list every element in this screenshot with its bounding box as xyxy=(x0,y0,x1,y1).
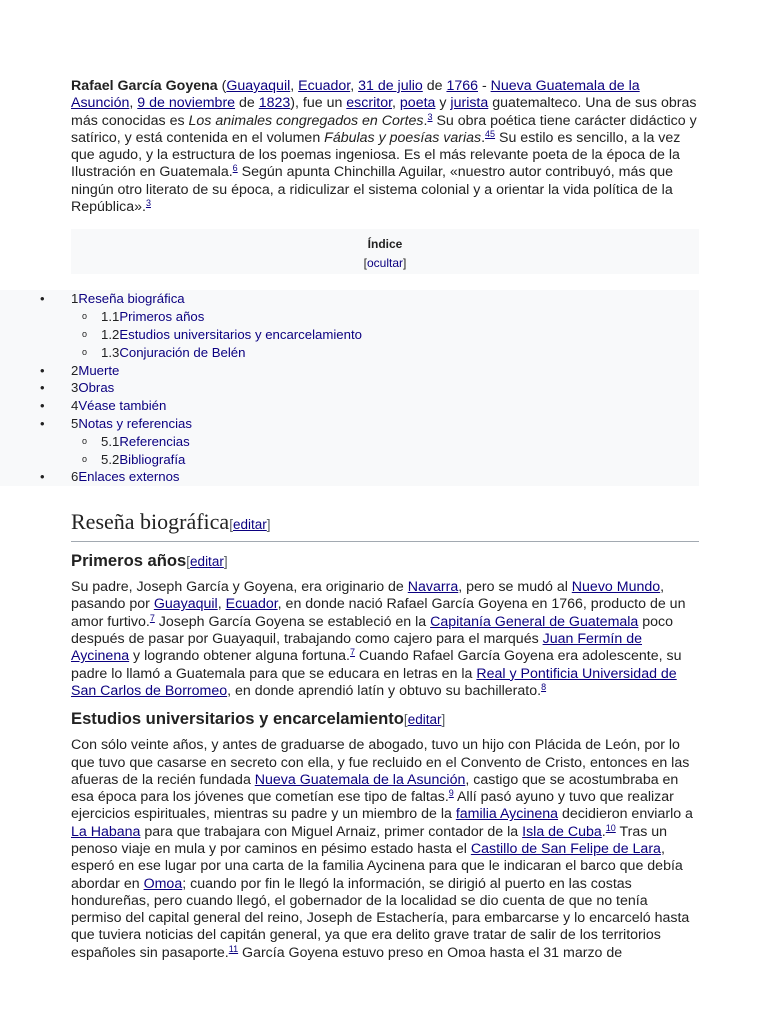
subject-name: Rafael García Goyena xyxy=(71,78,218,94)
ref-link[interactable]: 3 xyxy=(427,111,433,122)
toc-item[interactable]: o 1.2Estudios universitarios y encarcelamiento xyxy=(0,326,699,344)
link-escritor[interactable]: escritor xyxy=(346,95,393,112)
link-death-date[interactable]: 9 de noviembre xyxy=(137,95,236,112)
edit-link[interactable]: editar xyxy=(232,517,267,533)
ref-link[interactable]: 11 xyxy=(228,943,239,954)
link-guayaquil[interactable]: Guayaquil xyxy=(226,78,291,94)
link-castillo[interactable]: Castillo de San Felipe de Lara xyxy=(470,841,661,857)
estudios-paragraph: Con sólo veinte años, y antes de graduarse de abogado, tuvo un hijo con Plácida de León, por lo que tuvo que casarse en secreto con ella, y fue recluido en el Convento de Cristo, entonces en las afueras de la recién fundada Nueva Guatemala de la Asunción, castigo que se acostumbraba en esa época para los jóvenes que cometían ese tipo de faltas.$^9$ Allí pasó ayuno y tuvo que realizar ejercicios espirituales, mientras su padre y un miembro de la familia Aycinena decidieron enviarlo a La Habana para que trabajara con Miguel Arnaiz, primer contador de la Isla de Cuba.$^{10}$ Tras un penoso viaje en mula y por caminos en pésimo estado hasta el Castillo de San Felipe de Lara, esperó en ese lugar por una carta de la familia Aycinena para que le indicaran el barco que debía abordar en Omoa; cuando por fin le llegó la información, se dirigió al puerto en las costas hondureñas, pero cuando llegó, el gobernador de la localidad se dio cuenta de que no tenía permiso del capital general del reino, Joseph de Estachería, para embarcarse y lo encarceló hasta que tuviera noticias del capitán general, ya que era delito grave tratar de salir de los territorios españoles sin pasaporte.$^{11}$ García Goyena estuvo preso en Omoa hasta el 31 marzo de xyxy=(71,737,693,961)
link-navarra[interactable]: Navarra xyxy=(407,579,459,596)
ref-link[interactable]: 7 xyxy=(149,612,155,623)
toc-item[interactable]: o 1.1Primeros años xyxy=(0,308,699,326)
edit-section: [editar] xyxy=(186,554,228,570)
toc-title: Índice xyxy=(367,237,403,252)
toc-item[interactable]: o 1.3Conjuración de Belén xyxy=(0,344,699,362)
link-birth-date[interactable]: 31 de julio xyxy=(358,78,423,94)
toc-item[interactable]: • 4Véase también xyxy=(0,397,699,415)
edit-section: [editar] xyxy=(403,712,446,728)
link-la-habana[interactable]: La Habana xyxy=(71,823,141,840)
ref-link[interactable]: 8 xyxy=(541,681,547,692)
ref-link[interactable]: 7 xyxy=(349,647,355,658)
link-ecuador[interactable]: Ecuador xyxy=(225,596,278,613)
toc-list xyxy=(0,290,699,486)
toc-item[interactable]: • 6Enlaces externos xyxy=(0,468,699,486)
link-ecuador[interactable]: Ecuador xyxy=(298,78,351,94)
link-capitania[interactable]: Capitanía General de Guatemala xyxy=(430,613,639,630)
toc-item[interactable]: o 5.1Referencias xyxy=(0,433,699,451)
toc-header xyxy=(71,229,699,274)
link-juan-fermin[interactable]: Juan Fermín de Aycinena xyxy=(71,631,642,665)
subsection-heading-primeros: Primeros años[editar] xyxy=(71,551,228,571)
ref-link[interactable]: 9 xyxy=(448,788,454,799)
ref-link[interactable]: 10 xyxy=(605,822,616,833)
intro-paragraph: Rafael García Goyena (Guayaquil, Ecuador, 31 de julio de 1766 - Nueva Guatemala de la Asunción, 9 de noviembre de 1823), fue un escritor, poeta y jurista guatemalteco. Una de sus obras más conocidas es Los animales congregados en Cortes.$^3$ Su obra poética tiene carácter didáctico y satírico, y está contenida en el volumen Fábulas y poesías varias.$^{45}$ Su estilo es sencillo, a la vez que agudo, y la estructura de los poemas ingeniosa. Es el más relevante poeta de la época de la Ilustración en Guatemala.$^6$ Según apunta Chinchilla Aguilar, «nuestro autor contribuyó, más que ningún otro literato de su época, a ridiculizar el sistema colonial y a orientar la vida política de la República».$^3$ xyxy=(71,78,697,216)
link-jurista[interactable]: jurista xyxy=(450,95,489,112)
ref-link[interactable]: 3 xyxy=(145,198,151,209)
ref-link[interactable]: 45 xyxy=(485,128,496,139)
toc-item[interactable]: o 5.2Bibliografía xyxy=(0,451,699,469)
toc-item[interactable]: • 5Notas y referencias xyxy=(0,415,699,433)
link-nuevo-mundo[interactable]: Nuevo Mundo xyxy=(571,579,661,596)
section-heading-resena: Reseña biográfica[editar] xyxy=(71,508,699,542)
edit-link[interactable]: editar xyxy=(190,554,224,570)
link-universidad[interactable]: Real y Pontificia Universidad de San Carlos de Borromeo xyxy=(71,665,677,699)
toc-item[interactable]: • 3Obras xyxy=(0,379,699,397)
link-omoa[interactable]: Omoa xyxy=(143,875,183,892)
link-nueva-guatemala[interactable]: Nueva Guatemala de la Asunción xyxy=(254,771,466,788)
link-guayaquil[interactable]: Guayaquil xyxy=(153,596,218,613)
primeros-paragraph: Su padre, Joseph García y Goyena, era originario de Navarra, pero se mudó al Nuevo Mundo, pasando por Guayaquil, Ecuador, en donde nació Rafael García Goyena en 1766, producto de un amor furtivo.$^7$ Joseph García Goyena se estableció en la Capitanía General de Guatemala poco después de pasar por Guayaquil, trabajando como cajero para el marqués Juan Fermín de Aycinena y logrando obtener alguna fortuna.$^7$ Cuando Rafael García Goyena era adolescente, su padre lo llamó a Guatemala para que se educara en letras en la Real y Pontificia Universidad de San Carlos de Borromeo, en donde aprendió latín y obtuvo su bachillerato.$^8$ xyxy=(71,579,686,699)
toc-toggle[interactable]: [ocultar] xyxy=(363,256,407,271)
link-familia-aycinena[interactable]: familia Aycinena xyxy=(455,806,559,823)
toc-item[interactable]: • 2Muerte xyxy=(0,362,699,380)
link-isla-de-cuba[interactable]: Isla de Cuba xyxy=(522,823,602,840)
subsection-heading-estudios: Estudios universitarios y encarcelamiento[editar] xyxy=(71,709,446,729)
link-death-year[interactable]: 1823 xyxy=(258,95,291,112)
edit-link[interactable]: editar xyxy=(407,712,442,728)
link-birth-year[interactable]: 1766 xyxy=(446,78,479,94)
edit-section: [editar] xyxy=(229,517,271,533)
article-content xyxy=(40,78,699,962)
ref-link[interactable]: 6 xyxy=(232,163,238,174)
toc-item[interactable]: • 1Reseña biográfica xyxy=(0,290,699,308)
link-nueva-guatemala[interactable]: Nueva Guatemala de la Asunción xyxy=(71,78,640,112)
link-poeta[interactable]: poeta xyxy=(399,95,436,112)
toc-toggle-link[interactable]: ocultar xyxy=(366,256,404,271)
